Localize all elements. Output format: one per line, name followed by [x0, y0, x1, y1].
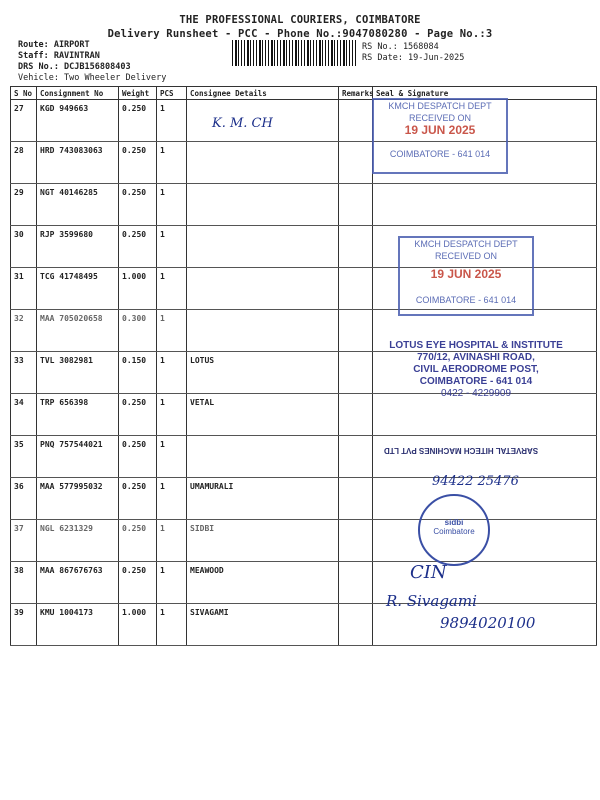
stamp-lotus-phone: 0422 - 4229909	[440, 388, 512, 399]
cell-remarks	[339, 184, 373, 226]
handwritten-sign-row38: CIN	[410, 562, 447, 583]
cell-consignment-no: PNQ 757544021	[37, 436, 119, 478]
cell-remarks	[339, 226, 373, 268]
stamp-kmch-city: COIMBATORE - 641 014	[415, 295, 517, 305]
cell-pcs: 1	[157, 478, 187, 520]
rs-number: RS No.: 1568084	[362, 42, 439, 52]
cell-weight: 0.250	[119, 478, 157, 520]
cell-consignment-no: MAA 867676763	[37, 562, 119, 604]
stamp-lotus-addr3: COIMBATORE - 641 014	[419, 376, 533, 387]
cell-pcs: 1	[157, 394, 187, 436]
table-row	[11, 520, 597, 562]
cell-consignment-no: NGL 6231329	[37, 520, 119, 562]
stamp-lotus-addr2: CIVIL AERODROME POST,	[413, 364, 539, 375]
cell-remarks	[339, 142, 373, 184]
col-pcs: PCS	[157, 87, 187, 100]
cell-pcs: 1	[157, 184, 187, 226]
cell-seal-signature	[373, 184, 597, 226]
cell-weight: 0.250	[119, 226, 157, 268]
cell-consignment-no: NGT 40146285	[37, 184, 119, 226]
cell-weight: 0.250	[119, 436, 157, 478]
col-weight: Weight	[119, 87, 157, 100]
handwritten-consignee-kmch: K. M. CH	[212, 116, 273, 131]
cell-sno: 30	[11, 226, 37, 268]
rs-date: RS Date: 19-Jun-2025	[362, 53, 465, 63]
cell-sno: 33	[11, 352, 37, 394]
cell-pcs: 1	[157, 100, 187, 142]
cell-pcs: 1	[157, 268, 187, 310]
staff-label: Staff: RAVINTRAN	[18, 51, 100, 61]
cell-weight: 0.300	[119, 310, 157, 352]
cell-weight: 0.250	[119, 100, 157, 142]
table-row	[11, 184, 597, 226]
handwritten-phone-row36: 94422 25476	[432, 474, 519, 489]
company-title: THE PROFESSIONAL COURIERS, COIMBATORE	[179, 14, 421, 26]
cell-sno: 39	[11, 604, 37, 646]
cell-sno: 35	[11, 436, 37, 478]
cell-weight: 0.150	[119, 352, 157, 394]
stamp-lotus-name: LOTUS EYE HOSPITAL & INSTITUTE	[389, 340, 563, 351]
cell-remarks	[339, 268, 373, 310]
sidbi-seal	[418, 494, 490, 566]
cell-consignee: LOTUS	[187, 352, 339, 394]
stamp-kmch-name: KMCH DESPATCH DEPT	[388, 101, 492, 111]
cell-consignee	[187, 436, 339, 478]
stamp-kmch-city: COIMBATORE - 641 014	[389, 149, 491, 159]
kmch-received-stamp-2	[398, 236, 534, 316]
cell-consignee	[187, 226, 339, 268]
cell-weight: 0.250	[119, 184, 157, 226]
cell-remarks	[339, 520, 373, 562]
cell-remarks	[339, 436, 373, 478]
runsheet-subtitle: Delivery Runsheet - PCC - Phone No.:9047080280 - Page No.:3	[107, 28, 493, 40]
cell-consignee: SIVAGAMI	[187, 604, 339, 646]
col-remarks: Remarks	[339, 87, 373, 100]
seal-sidbi-city: Coimbatore	[433, 527, 475, 536]
kmch-received-stamp-1	[372, 98, 508, 174]
cell-remarks	[339, 562, 373, 604]
vetal-stamp: SARVETAL HITECH MACHINES PVT LTD	[384, 446, 539, 455]
cell-sno: 32	[11, 310, 37, 352]
cell-weight: 0.250	[119, 562, 157, 604]
cell-pcs: 1	[157, 604, 187, 646]
vehicle-label: Vehicle: Two Wheeler Delivery	[18, 73, 167, 83]
handwritten-sign-row39: R. Sivagami	[386, 592, 477, 610]
cell-sno: 31	[11, 268, 37, 310]
cell-weight: 0.250	[119, 520, 157, 562]
cell-consignee	[187, 268, 339, 310]
stamp-kmch-received: RECEIVED ON	[434, 251, 497, 261]
cell-consignee: UMAMURALI	[187, 478, 339, 520]
cell-sno: 34	[11, 394, 37, 436]
cell-pcs: 1	[157, 436, 187, 478]
table-row	[11, 562, 597, 604]
cell-pcs: 1	[157, 520, 187, 562]
cell-sno: 36	[11, 478, 37, 520]
lotus-hospital-stamp	[376, 340, 576, 400]
cell-consignment-no: RJP 3599680	[37, 226, 119, 268]
cell-sno: 37	[11, 520, 37, 562]
stamp-kmch-date: 19 JUN 2025	[404, 123, 476, 137]
cell-consignment-no: TRP 656398	[37, 394, 119, 436]
cell-remarks	[339, 478, 373, 520]
cell-consignment-no: KGD 949663	[37, 100, 119, 142]
cell-consignment-no: HRD 743083063	[37, 142, 119, 184]
barcode	[232, 40, 356, 66]
drs-label: DRS No.: DCJB156808403	[18, 62, 131, 72]
cell-sno: 29	[11, 184, 37, 226]
stamp-kmch-name: KMCH DESPATCH DEPT	[414, 239, 518, 249]
stamp-kmch-received: RECEIVED ON	[408, 113, 471, 123]
cell-consignment-no: MAA 577995032	[37, 478, 119, 520]
cell-remarks	[339, 352, 373, 394]
cell-consignee	[187, 310, 339, 352]
col-consignment: Consignment No	[37, 87, 119, 100]
cell-consignment-no: TVL 3082981	[37, 352, 119, 394]
cell-seal-signature	[373, 436, 597, 478]
col-consignee: Consignee Details	[187, 87, 339, 100]
col-seal: Seal & Signature	[373, 87, 597, 100]
table-row	[11, 142, 597, 184]
cell-remarks	[339, 310, 373, 352]
handwritten-phone-row39: 9894020100	[440, 614, 536, 632]
cell-remarks	[339, 604, 373, 646]
cell-consignee	[187, 184, 339, 226]
cell-pcs: 1	[157, 310, 187, 352]
cell-consignment-no: TCG 41748495	[37, 268, 119, 310]
cell-sno: 38	[11, 562, 37, 604]
cell-remarks	[339, 394, 373, 436]
cell-pcs: 1	[157, 352, 187, 394]
cell-sno: 27	[11, 100, 37, 142]
cell-remarks	[339, 100, 373, 142]
route-label: Route: AIRPORT	[18, 40, 90, 50]
cell-consignee: SIDBI	[187, 520, 339, 562]
stamp-kmch-date: 19 JUN 2025	[430, 267, 502, 281]
cell-pcs: 1	[157, 142, 187, 184]
cell-sno: 28	[11, 142, 37, 184]
cell-weight: 0.250	[119, 142, 157, 184]
cell-consignee: VETAL	[187, 394, 339, 436]
cell-pcs: 1	[157, 562, 187, 604]
cell-consignee	[187, 142, 339, 184]
stamp-lotus-addr1: 770/12, AVINASHI ROAD,	[417, 352, 535, 363]
cell-pcs: 1	[157, 226, 187, 268]
cell-weight: 0.250	[119, 394, 157, 436]
table-header-row	[11, 87, 597, 100]
cell-weight: 1.000	[119, 268, 157, 310]
cell-weight: 1.000	[119, 604, 157, 646]
table-row	[11, 100, 597, 142]
cell-consignment-no: MAA 705020658	[37, 310, 119, 352]
seal-sidbi-name: sidbi	[444, 518, 464, 527]
table-row	[11, 436, 597, 478]
cell-consignee: MEAWOOD	[187, 562, 339, 604]
cell-consignment-no: KMU 1004173	[37, 604, 119, 646]
col-sno: S No	[11, 87, 37, 100]
